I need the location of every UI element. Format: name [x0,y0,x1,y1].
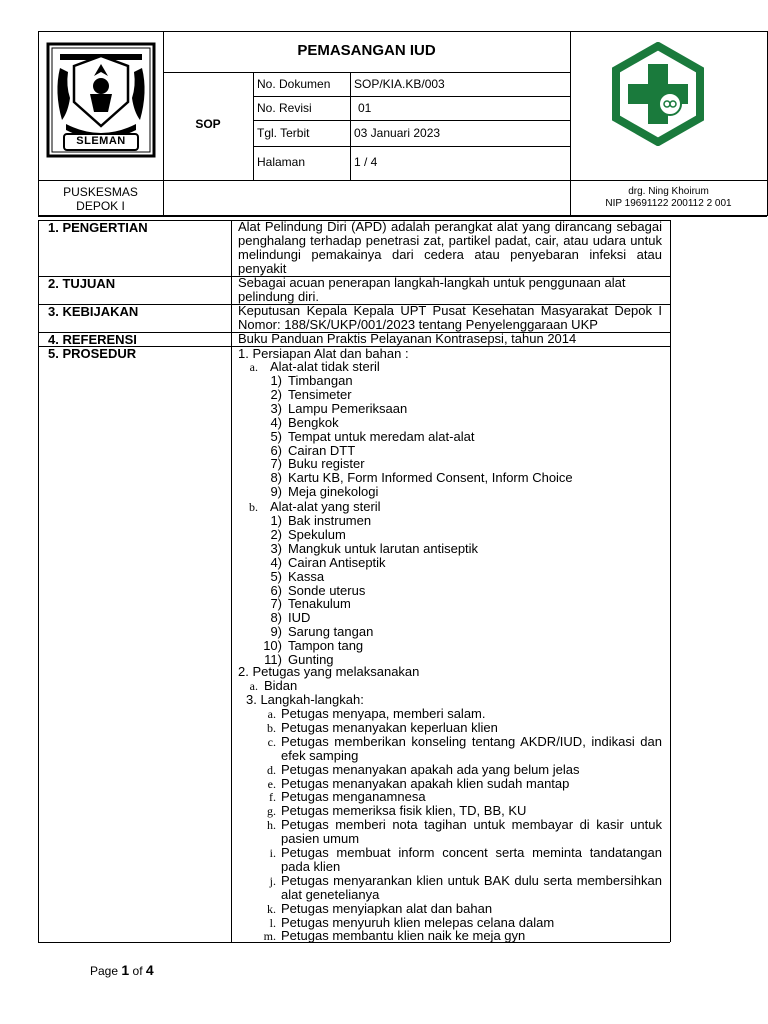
step-marker: a. [267,707,276,721]
list-number: 11) [264,652,282,667]
list-number: 9) [270,624,282,640]
step-text: Petugas menyiapkan alat dan bahan [281,900,493,916]
step-marker: e. [267,776,276,791]
list-item-text: Bengkok [288,414,339,430]
footer-of-word: of [132,964,143,978]
list-item-text: Tensimeter [288,386,352,402]
list-marker: a. [249,679,258,693]
tujuan-text: Sebagai acuan penerapan langkah-langkah untuk penggunaan alat pelindung diri. [238,275,626,304]
list-item-text: Lampu Pemeriksaan [288,400,408,416]
list-number: 8) [270,470,282,486]
list-item-text: IUD [288,610,311,626]
prosedur-heading-1: 1. Persiapan Alat dan bahan : [238,346,409,361]
step-text: Petugas menyarankan klien untuk BAK dulu serta membersihkan alat genetelianya [281,872,662,902]
pengertian-label: 1. PENGERTIAN [48,220,148,235]
list-item-text: Tempat untuk meredam alat-alat [288,428,475,444]
sop-label: SOP [195,117,221,131]
list-marker: b. [249,500,258,514]
step-text: Petugas membantu klien naik ke meja gyn [281,928,526,944]
step-marker: i. [269,846,276,860]
list-item [256,570,324,584]
footer-page-word: Page [90,964,119,978]
issue-date-label: Tgl. Terbit [257,126,310,140]
step-text: Petugas menyuruh klien melepas celana dalam [281,914,555,930]
list-item [256,402,407,416]
list-number: 7) [270,456,282,472]
revision-value: 01 [358,101,372,115]
list-item-text: Cairan Antiseptik [288,554,386,570]
step-text: Petugas memeriksa fisik klien, TD, BB, KU [281,803,527,819]
list-item-text: Bak instrumen [288,513,372,528]
list-number: 1) [270,513,282,528]
prosedur-heading-2: 2. Petugas yang melaksanakan [238,664,420,679]
step-marker: f. [269,790,276,805]
list-item [256,584,365,598]
referensi-text: Buku Panduan Praktis Pelayanan Kontrasepsi, tahun 2014 [238,331,577,346]
list-item [256,514,371,528]
list-number: 8) [270,610,282,626]
list-number: 2) [270,526,282,542]
step-marker: c. [267,734,276,749]
step-marker: k. [267,901,276,916]
page-label: Halaman [257,155,306,169]
step-marker: g. [267,804,276,819]
list-item [240,679,297,693]
list-item [256,374,353,388]
list-item [256,542,478,556]
step-text: Petugas menanyakan apakah ada yang belum jelas [281,761,580,777]
list-item [256,416,339,430]
kebijakan-label: 3. KEBIJAKAN [48,304,139,319]
list-item-text: Kassa [288,568,325,584]
prosedur-label: 5. PROSEDUR [48,346,137,361]
list-item [256,597,351,611]
sterile-title: Alat-alat yang steril [270,499,381,514]
list-item [256,625,373,639]
list-marker: a. [249,360,258,374]
step-text: Petugas menyapa, memberi salam. [281,706,486,721]
list-number: 1) [270,373,282,388]
tujuan-label: 2. TUJUAN [48,276,116,291]
step-marker: l. [269,915,276,930]
list-item-text: Mangkuk untuk larutan antiseptik [288,540,479,556]
list-number: 4) [270,414,282,430]
revision-label: No. Revisi [257,101,312,115]
step-marker: b. [267,720,276,735]
list-item [256,471,573,485]
list-number: 6) [270,582,282,598]
list-item-text: Tenakulum [288,596,351,612]
list-item-text: Kartu KB, Form Informed Consent, Inform Choice [288,470,573,486]
list-number: 3) [270,540,282,556]
footer-page-num: 1 [121,962,130,978]
sleman-logo [46,42,156,158]
doc-number-value: SOP/KIA.KB/003 [354,77,445,91]
puskesmas-logo [610,42,706,146]
list-item [256,444,355,458]
list-number: 9) [270,484,282,500]
list-number: 10) [263,638,282,654]
list-item-text: Timbangan [288,373,353,388]
pengertian-text: Alat Pelindung Diri (APD) adalah perangkat alat yang dirancang sebagai penghalang terhadap penetrasi zat, partikel padat, cair, atau udara untuk melindungi pemakainya dari cedera atau penyebaran infeksi atau penyakit [238,219,662,276]
puskesmas-name: PUSKESMAS [63,185,138,199]
footer-page-total: 4 [145,962,154,978]
list-item-text: Sarung tangan [288,624,374,640]
step-text: Petugas memberikan konseling tentang AKDR/IUD, indikasi dan efek samping [281,733,662,763]
list-number: 2) [270,386,282,402]
list-item [240,360,380,374]
list-item [256,485,378,499]
step-marker: h. [267,818,276,833]
list-number: 5) [270,568,282,584]
step-text: Petugas menanyakan keperluan klien [281,719,498,735]
step-text: Petugas menanyakan apakah klien sudah mantap [281,775,570,791]
step-marker: d. [267,762,276,777]
step-text: Petugas memberi nota tagihan untuk membayar di kasir untuk pasien umum [281,817,662,847]
list-item-text: Tampon tang [288,638,364,654]
list-item [256,388,352,402]
officer-item: Bidan [264,678,298,693]
list-item [256,611,310,625]
list-item [256,528,346,542]
doc-number-label: No. Dokumen [257,77,331,91]
list-item-text: Cairan DTT [288,442,356,458]
document-title: PEMASANGAN IUD [297,42,436,59]
list-item [256,430,474,444]
list-number: 7) [270,596,282,612]
list-item [256,556,386,570]
step-text: Petugas membuat inform concent serta meminta tandatangan pada klien [281,845,662,874]
signer-name: drg. Ning Khoirum [628,186,709,197]
list-item-text: Sonde uterus [288,582,366,598]
logo-text: SLEMAN [76,135,126,147]
step-text: Petugas menganamnesa [281,789,426,805]
list-item-text: Meja ginekologi [288,484,379,500]
page-footer [90,962,154,978]
list-item-text: Gunting [288,652,334,667]
list-number: 6) [270,442,282,458]
step-marker: m. [263,929,276,944]
kebijakan-text: Keputusan Kepala Kepala UPT Pusat Kesehatan Masyarakat Depok I Nomor: 188/SK/UKP/001/2023 tentang Penyelenggaraan UKP [238,303,662,332]
list-number: 4) [270,554,282,570]
step-marker: j. [269,873,276,888]
list-item-text: Spekulum [288,526,346,542]
page-value: 1 / 4 [354,155,378,169]
non-sterile-title: Alat-alat tidak steril [270,359,380,374]
list-item-text: Buku register [288,456,365,472]
list-item [256,639,363,653]
list-number: 3) [270,400,282,416]
prosedur-heading-3: 3. Langkah-langkah: [246,692,364,707]
issue-date-value: 03 Januari 2023 [354,126,441,140]
list-item [256,457,365,471]
list-number: 5) [270,428,282,444]
list-item [240,500,381,514]
signer-nip: NIP 19691122 200112 2 001 [605,198,732,209]
referensi-label: 4. REFERENSI [48,332,137,347]
puskesmas-branch: DEPOK I [76,199,125,213]
